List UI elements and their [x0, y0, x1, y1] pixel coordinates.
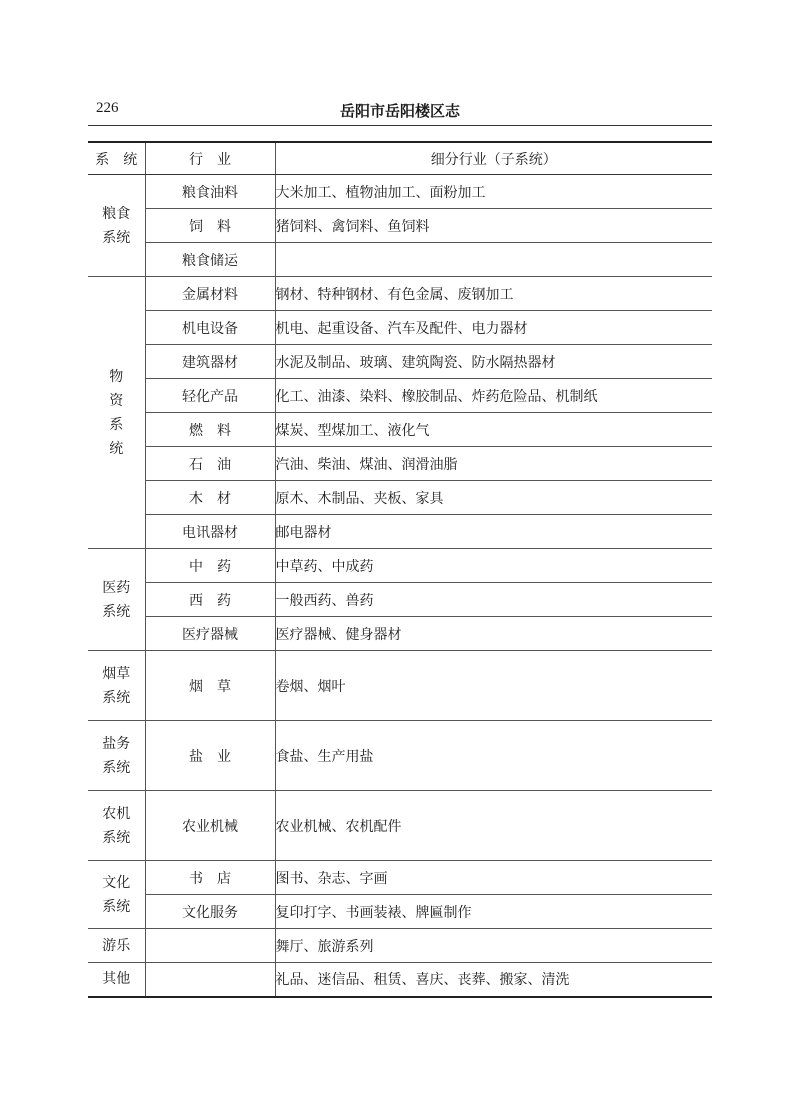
- system-cell: [88, 651, 145, 721]
- system-label-line: 资: [109, 392, 124, 409]
- system-label-line: 系统: [102, 898, 131, 915]
- header-subindustry: 细分行业（子系统）: [275, 142, 712, 175]
- table-row: [88, 175, 712, 209]
- header-industry: 行 业: [145, 142, 275, 175]
- table-row: [88, 929, 712, 963]
- table-row: [88, 895, 712, 929]
- system-label-line: 粮食: [102, 205, 131, 222]
- table-row: [88, 447, 712, 481]
- table-row: [88, 311, 712, 345]
- subindustry-cell: 中草药、中成药: [275, 549, 712, 583]
- table-row: [88, 963, 712, 997]
- subindustry-cell: 化工、油漆、染料、橡胶制品、炸药危险品、机制纸: [275, 379, 712, 413]
- industry-cell: 中 药: [145, 549, 275, 583]
- industry-cell: 石 油: [145, 447, 275, 481]
- industry-cell: 烟 草: [145, 651, 275, 721]
- industry-cell: 医疗器械: [145, 617, 275, 651]
- industry-cell: 机电设备: [145, 311, 275, 345]
- system-label-line: 游乐: [102, 937, 131, 954]
- system-cell: [88, 963, 145, 997]
- system-label-line: 盐务: [102, 735, 131, 752]
- subindustry-cell: 食盐、生产用盐: [275, 721, 712, 791]
- industry-cell: 轻化产品: [145, 379, 275, 413]
- page-number: 226: [96, 100, 119, 116]
- table-row: [88, 345, 712, 379]
- subindustry-cell: 一般西药、兽药: [275, 583, 712, 617]
- industry-cell: 盐 业: [145, 721, 275, 791]
- industry-cell: 西 药: [145, 583, 275, 617]
- industry-cell: 书 店: [145, 861, 275, 895]
- subindustry-cell: 邮电器材: [275, 515, 712, 549]
- book-title: 岳阳市岳阳楼区志: [339, 102, 460, 120]
- system-label-line: 系统: [102, 229, 131, 246]
- page-header: [88, 94, 712, 126]
- table-row: [88, 379, 712, 413]
- industry-cell: [145, 963, 275, 997]
- industry-cell: 燃 料: [145, 413, 275, 447]
- industry-cell: 粮食储运: [145, 243, 275, 277]
- system-label-line: 系统: [102, 689, 131, 706]
- table-row: [88, 791, 712, 861]
- subindustry-cell: 猪饲料、禽饲料、鱼饲料: [275, 209, 712, 243]
- subindustry-cell: 汽油、柴油、煤油、润滑油脂: [275, 447, 712, 481]
- subindustry-cell: 复印打字、书画装裱、牌匾制作: [275, 895, 712, 929]
- table-row: [88, 413, 712, 447]
- industry-cell: 粮食油料: [145, 175, 275, 209]
- subindustry-cell: 礼品、迷信品、租赁、喜庆、丧葬、搬家、清洗: [275, 963, 712, 997]
- system-label-line: 系统: [102, 759, 131, 776]
- system-label-line: 烟草: [102, 665, 131, 682]
- subindustry-cell: 农业机械、农机配件: [275, 791, 712, 861]
- subindustry-cell: 医疗器械、健身器材: [275, 617, 712, 651]
- industry-cell: 饲 料: [145, 209, 275, 243]
- system-cell: [88, 277, 145, 549]
- table-row: [88, 243, 712, 277]
- system-label-line: 系统: [102, 603, 131, 620]
- system-label-line: 医药: [102, 579, 131, 596]
- system-cell: [88, 721, 145, 791]
- system-cell: [88, 861, 145, 929]
- table-row: [88, 583, 712, 617]
- system-cell: [88, 549, 145, 651]
- table-body: [88, 175, 712, 997]
- system-label-line: 其他: [102, 971, 131, 988]
- system-label-line: 文化: [102, 874, 131, 891]
- industry-cell: 文化服务: [145, 895, 275, 929]
- table-row: [88, 617, 712, 651]
- subindustry-cell: 水泥及制品、玻璃、建筑陶瓷、防水隔热器材: [275, 345, 712, 379]
- table-row: [88, 515, 712, 549]
- industry-cell: [145, 929, 275, 963]
- industry-cell: 电讯器材: [145, 515, 275, 549]
- table-row: [88, 721, 712, 791]
- system-cell: [88, 175, 145, 277]
- header-rule: [88, 125, 712, 126]
- table-header-row: [88, 142, 712, 175]
- table-row: [88, 549, 712, 583]
- system-label-line: 统: [109, 440, 124, 457]
- system-label-line: 物: [109, 368, 124, 385]
- subindustry-cell: 大米加工、植物油加工、面粉加工: [275, 175, 712, 209]
- subindustry-cell: 煤炭、型煤加工、液化气: [275, 413, 712, 447]
- system-cell: [88, 929, 145, 963]
- table-row: [88, 277, 712, 311]
- table-row: [88, 481, 712, 515]
- subindustry-cell: 舞厅、旅游系列: [275, 929, 712, 963]
- industry-cell: 木 材: [145, 481, 275, 515]
- subindustry-cell: 钢材、特种钢材、有色金属、废钢加工: [275, 277, 712, 311]
- table-row: [88, 651, 712, 721]
- subindustry-cell: 原木、木制品、夹板、家具: [275, 481, 712, 515]
- system-cell: [88, 791, 145, 861]
- industry-cell: 建筑器材: [145, 345, 275, 379]
- subindustry-cell: 卷烟、烟叶: [275, 651, 712, 721]
- system-label-line: 系: [109, 416, 124, 433]
- industry-cell: 农业机械: [145, 791, 275, 861]
- system-label-line: 农机: [102, 805, 131, 822]
- table-row: [88, 861, 712, 895]
- industry-cell: 金属材料: [145, 277, 275, 311]
- industry-table: [88, 141, 712, 998]
- subindustry-cell: 机电、起重设备、汽车及配件、电力器材: [275, 311, 712, 345]
- table-row: [88, 209, 712, 243]
- subindustry-cell: [275, 243, 712, 277]
- header-system: 系 统: [88, 142, 145, 175]
- subindustry-cell: 图书、杂志、字画: [275, 861, 712, 895]
- system-label-line: 系统: [102, 829, 131, 846]
